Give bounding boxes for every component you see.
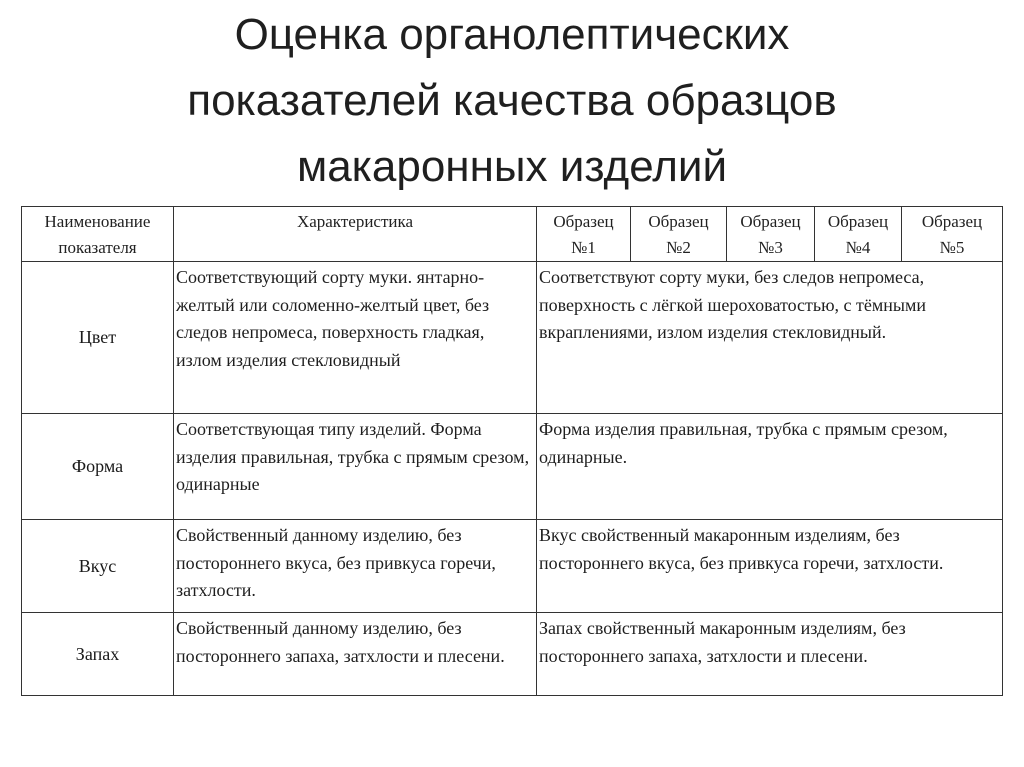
row-characteristic-smell: Свойственный данному изделию, без постороннего запаха, затхлости и плесени.	[174, 613, 537, 696]
header-sample-number: №3	[758, 238, 783, 257]
row-samples-shape: Форма изделия правильная, трубка с прямым срезом, одинарные.	[537, 414, 1003, 520]
header-indicator-line-1: Наименование	[44, 212, 151, 231]
row-samples-color: Соответствуют сорту муки, без следов непромеса, поверхность с лёгкой шероховатостью, с тёмными вкраплениями, излом изделия стекловидный.	[537, 262, 1003, 414]
header-indicator-line-2: показателя	[58, 238, 137, 257]
row-name-taste: Вкус	[22, 520, 174, 613]
header-characteristic: Характеристика	[174, 207, 537, 262]
header-sample-label: Образец	[740, 212, 801, 231]
row-name-color: Цвет	[22, 262, 174, 414]
table-row-smell	[22, 613, 1003, 696]
row-name-shape: Форма	[22, 414, 174, 520]
row-characteristic-taste: Свойственный данному изделию, без постороннего вкуса, без привкуса горечи, затхлости.	[174, 520, 537, 613]
title-line-2: показателей качества образцов	[187, 76, 837, 125]
header-sample-number: №4	[845, 238, 871, 257]
header-sample-label: Образец	[921, 212, 983, 231]
header-sample-number: №2	[666, 238, 691, 257]
header-sample-label: Образец	[827, 212, 889, 231]
header-sample-label: Образец	[553, 212, 614, 231]
row-samples-smell: Запах свойственный макаронным изделиям, без постороннего запаха, затхлости и плесени.	[537, 613, 1003, 696]
header-row	[22, 207, 1003, 262]
table-row-shape	[22, 414, 1003, 520]
row-samples-taste: Вкус свойственный макаронным изделиям, без постороннего вкуса, без привкуса горечи, затхлости.	[537, 520, 1003, 613]
header-sample-label: Образец	[648, 212, 709, 231]
header-sample-4	[815, 207, 902, 262]
header-sample-number: №1	[571, 238, 596, 257]
page-title	[0, 0, 1024, 200]
table-row-taste	[22, 520, 1003, 613]
header-sample-3	[727, 207, 815, 262]
header-sample-5	[902, 207, 1003, 262]
title-line-3: макаронных изделий	[296, 142, 728, 191]
header-sample-1	[537, 207, 631, 262]
header-sample-2	[631, 207, 727, 262]
table-row-color	[22, 262, 1003, 414]
header-indicator	[22, 207, 174, 262]
evaluation-table	[21, 206, 1003, 696]
row-characteristic-color: Соответствующий сорту муки. янтарно-желтый или соломенно-желтый цвет, без следов непромеса, поверхность гладкая, излом изделия стекловидный	[174, 262, 537, 414]
header-sample-number: №5	[939, 238, 965, 257]
title-line-1: Оценка органолептических	[234, 10, 790, 59]
row-name-smell: Запах	[22, 613, 174, 696]
row-characteristic-shape: Соответствующая типу изделий. Форма изделия правильная, трубка с прямым срезом, одинарные	[174, 414, 537, 520]
